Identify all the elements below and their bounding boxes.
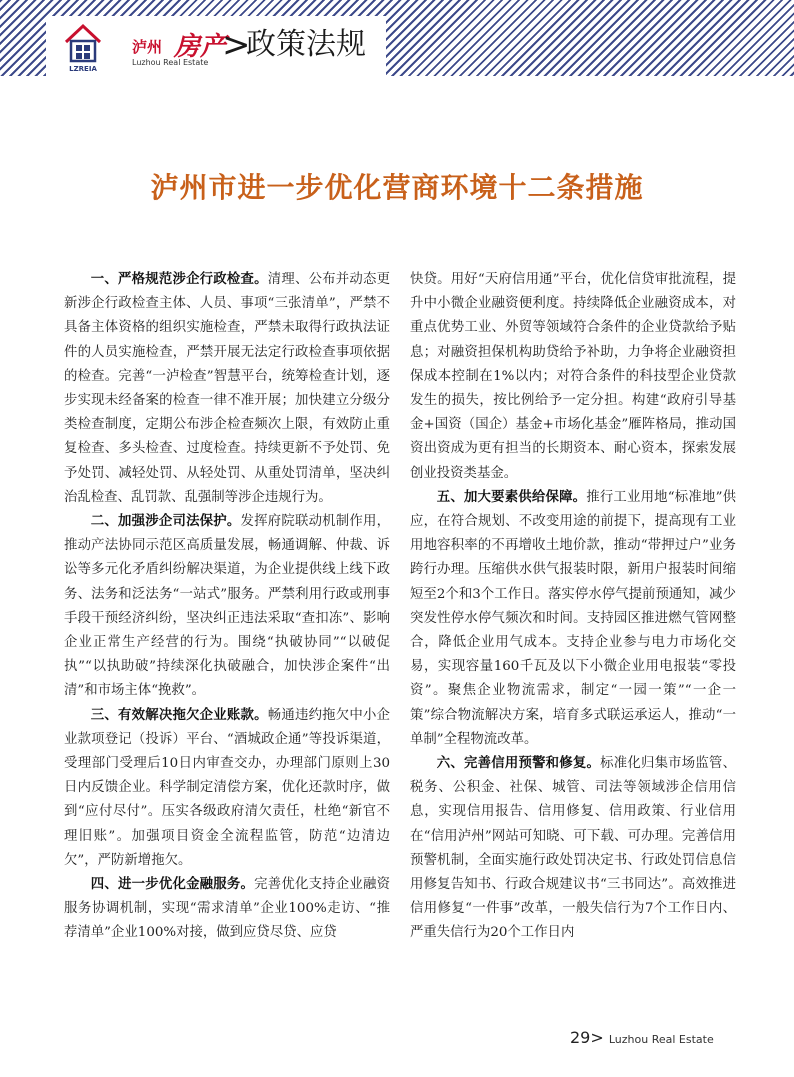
paragraph-2-body: 发挥府院联动机制作用，推动产法协同示范区高质量发展，畅通调解、仲裁、诉讼等多元化矛盾纠纷解决渠道，为企业提供线上线下政务、法务和泛法务“一站式”服务。严禁利用行政或刑事手段干预经济纠纷，坚决纠正违法采取“查扣冻”、影响企业正常生产经营的行为。围绕“执破协同”“以破促执”“以执助破”持续深化执破融合，加快涉企案件“出清”和市场主体“挽救”。 bbox=[64, 514, 390, 699]
brand-name-cn: 泸州 bbox=[132, 38, 163, 56]
paragraph-2 bbox=[64, 510, 390, 704]
article-title: 泸州市进一步优化营商环境十二条措施 bbox=[150, 171, 644, 204]
section-title: 政策法规 bbox=[246, 27, 366, 62]
paragraph-5-body: 推行工业用地“标准地”供应，在符合规划、不改变用途的前提下，提高现有工业用地容积率的不再增收土地价款，推动“带押过户”业务跨行办理。压缩供水供气报装时限，新用户报装时间缩短至2个和3个工作日。落实停水停气提前预通知，减少突发性停水停气频次和时间。支持园区推进燃气管网整合，降低企业用气成本。支持企业参与电力市场化交易，实现容量160千瓦及以下小微企业用电报装“零投资”。聚焦企业物流需求，制定“一园一策”“一企一策”综合物流解决方案，培育多式联运承运人，推动“一单制”全程物流改革。 bbox=[410, 489, 736, 747]
paragraph-6 bbox=[410, 752, 736, 946]
paragraph-3-heading: 三、有效解决拖欠企业账款。 bbox=[90, 707, 268, 723]
page-number: 29> bbox=[570, 1028, 604, 1047]
brand-name-en: Luzhou Real Estate bbox=[132, 58, 209, 67]
paragraph-2-heading: 二、加强涉企司法保护。 bbox=[90, 514, 241, 530]
house-logo-icon bbox=[62, 20, 104, 74]
paragraph-4-continued: 快贷。用好“天府信用通”平台，优化信贷审批流程，提升中小微企业融资便利度。持续降低企业融资成本，对重点优势工业、外贸等领域符合条件的企业贷款给予贴息；对融资担保机构助贷给予补助，力争将企业融资担保成本控制在1%以内；对符合条件的科技型企业贷款发生的损失，按比例给予一定分担。构建“政府引导基金+国资（国企）基金+市场化基金”雁阵格局，推动国资出资成为更有担当的长期资本、耐心资本，探索发展创业投资类基金。 bbox=[410, 272, 736, 481]
paragraph-3-body: 畅通违约拖欠中小企业款项登记（投诉）平台、“酒城政企通”等投诉渠道，受理部门受理后10日内审查交办，办理部门原则上30日内反馈企业。科学制定清偿方案，优化还款时序，做到“应付尽付”。压实各级政府清欠责任，杜绝“新官不理旧账”。加强项目资金全流程监管，防范“边清边欠”，严防新增拖欠。 bbox=[64, 707, 390, 868]
paragraph-1-heading: 一、严格规范涉企行政检查。 bbox=[90, 272, 268, 287]
logo-text: LZREIA bbox=[69, 65, 97, 73]
section-chevron-icon: > bbox=[222, 25, 251, 65]
paragraph-4 bbox=[64, 873, 390, 946]
article-column-left bbox=[64, 268, 390, 1008]
paragraph-5-heading: 五、加大要素供给保障。 bbox=[436, 489, 587, 505]
paragraph-3 bbox=[64, 704, 390, 873]
paragraph-1-body: 清理、公布并动态更新涉企行政检查主体、人员、事项“三张清单”，严禁不具备主体资格的组织实施检查，严禁未取得行政执法证件的人员实施检查，严禁开展无法定行政检查事项依据的检查。完善“一泸检查”智慧平台，统筹检查计划，逐步实现未经备案的检查一律不准开展；加快建立分级分类检查制度，定期公布涉企检查频次上限，有效防止重复检查、多头检查、过度检查。持续更新不予处罚、免予处罚、减轻处罚、从轻处罚、从重处罚清单，坚决纠治乱检查、乱罚款、乱强制等涉企违规行为。 bbox=[64, 272, 390, 505]
paragraph-6-heading: 六、完善信用预警和修复。 bbox=[436, 756, 601, 772]
magazine-header bbox=[46, 16, 386, 78]
paragraph-4-body: 完善优化支持企业融资服务协调机制，实现“需求清单”企业100%走访、“推荐清单”企业100%对接，做到应贷尽贷、应贷 bbox=[64, 877, 390, 941]
article-column-right bbox=[410, 268, 736, 1008]
paragraph-5 bbox=[410, 486, 736, 752]
brand-name-script: 房产 bbox=[174, 32, 227, 62]
paragraph-4-heading: 四、进一步优化金融服务。 bbox=[90, 877, 255, 893]
paragraph-6-body: 标准化归集市场监管、税务、公积金、社保、城管、司法等领域涉企信用信息，实现信用报告、信用修复、信用政策、行业信用在“信用泸州”网站可知晓、可下载、可办理。完善信用预警机制，全面实施行政处罚决定书、行政处罚信息信用修复告知书、行政合规建议书“三书同达”。高效推进信用修复“一件事”改革，一般失信行为7个工作日内、严重失信行为20个工作日内 bbox=[410, 756, 736, 941]
page-footer bbox=[570, 1028, 714, 1047]
footer-label: Luzhou Real Estate bbox=[608, 1033, 714, 1046]
paragraph-1 bbox=[64, 268, 390, 510]
